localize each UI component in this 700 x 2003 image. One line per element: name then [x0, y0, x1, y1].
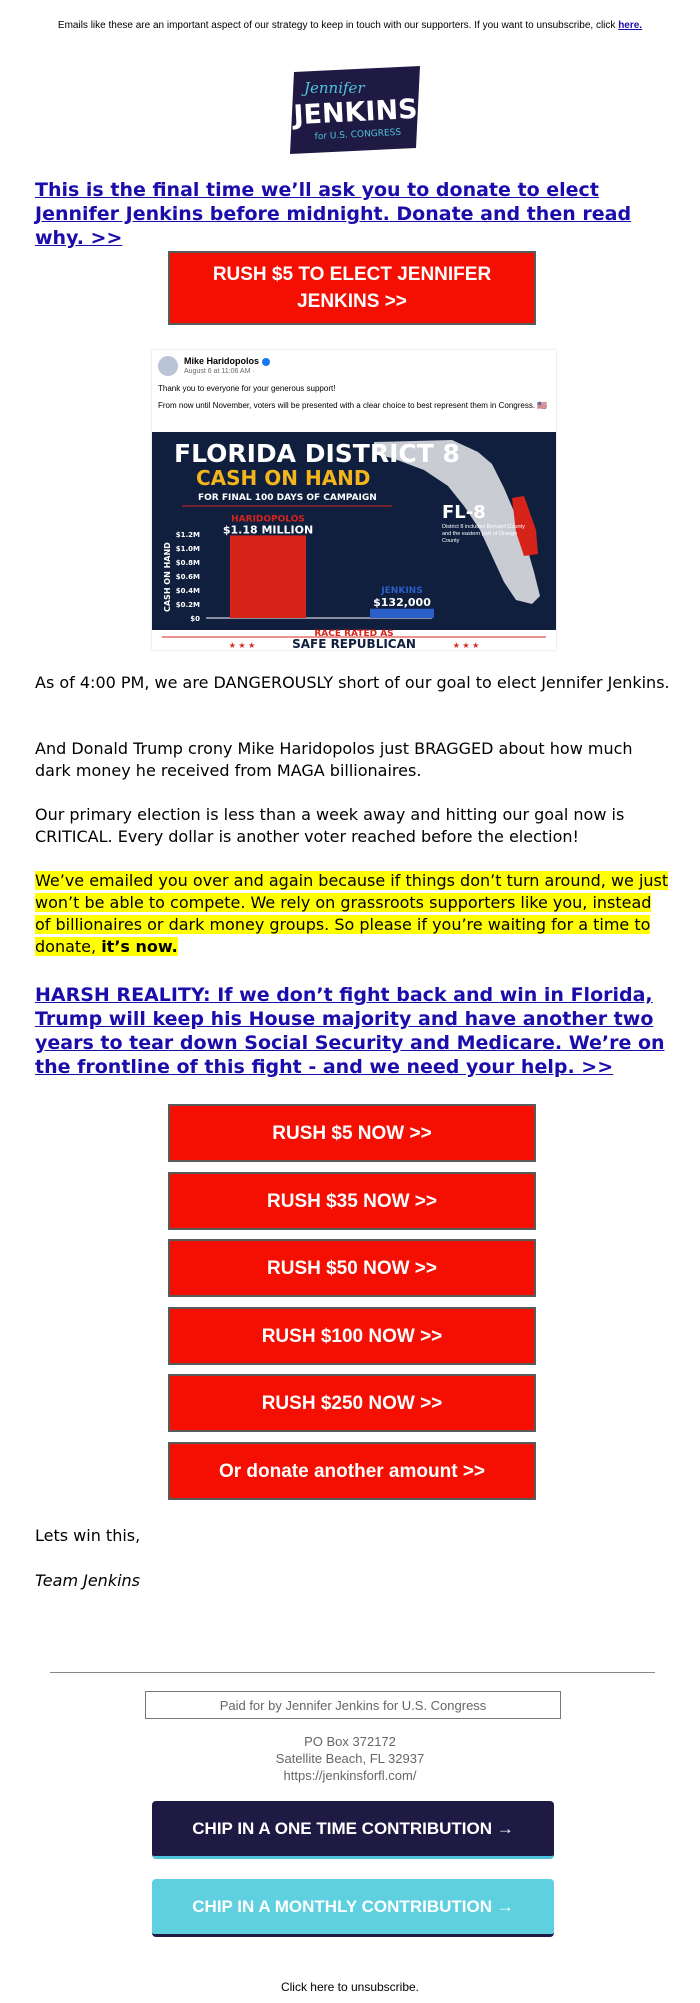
- chip-monthly-button[interactable]: CHIP IN A MONTHLY CONTRIBUTION →: [152, 1879, 554, 1937]
- city-state-zip: Satellite Beach, FL 32937: [275, 1751, 425, 1766]
- post-date: August 6 at 11:06 AM ·: [184, 368, 255, 375]
- rush-5-elect-button[interactable]: RUSH $5 TO ELECT JENNIFER JENKINS >>: [168, 251, 536, 325]
- graphic-subtitle: CASH ON HAND: [196, 466, 371, 490]
- jenkins-bar: [370, 609, 434, 618]
- paragraph-dark-money: And Donald Trump crony Mike Haridopolos just BRAGGED about how much dark money he received from MAGA billionaires.: [35, 739, 633, 780]
- y-tick-label: $0.2M: [175, 601, 200, 609]
- post-line2: From now until November, voters will be presented with a clear choice to best represent them in Congress. 🇺🇸: [158, 401, 548, 410]
- notice-text: Emails like these are an important aspect of our strategy to keep in touch with our supporters. If you want to unsubscribe, click: [57, 20, 619, 31]
- facebook-post-image: [152, 350, 556, 650]
- highlighted-bold-text: it’s now.: [101, 937, 178, 956]
- y-tick-label: $1.0M: [175, 545, 200, 553]
- chip-one-time-button[interactable]: CHIP IN A ONE TIME CONTRIBUTION →: [152, 1801, 554, 1859]
- stars-right: ★ ★ ★: [452, 641, 480, 650]
- logo-last-name: JENKINS: [292, 93, 419, 132]
- rush-5-button[interactable]: RUSH $5 NOW >>: [168, 1104, 536, 1162]
- signoff-line: Lets win this,: [35, 1526, 141, 1545]
- jenkins-bar-name: JENKINS: [381, 585, 423, 596]
- haridopolos-bar: [230, 535, 306, 618]
- logo-subtitle: for U.S. CONGRESS: [314, 127, 402, 143]
- y-tick-label: $0.8M: [175, 559, 200, 567]
- y-tick-label: $1.2M: [175, 531, 200, 539]
- rush-100-button[interactable]: RUSH $100 NOW >>: [168, 1307, 536, 1365]
- district-label: FL-8: [442, 502, 486, 523]
- verified-icon: [262, 358, 270, 366]
- district-note: District 8 includes Brevard County and the eastern part of Orange County: [442, 524, 525, 544]
- cash-on-hand-graphic: [152, 432, 556, 650]
- post-line1: Thank you to everyone for your generous support!: [158, 384, 336, 393]
- safe-republican-label: SAFE REPUBLICAN: [292, 637, 416, 650]
- rush-50-button[interactable]: RUSH $50 NOW >>: [168, 1239, 536, 1297]
- logo-first-name: Jennifer: [304, 79, 365, 97]
- paid-for-disclaimer: Paid for by Jennifer Jenkins for U.S. Congress: [145, 1691, 561, 1719]
- unsubscribe-link[interactable]: here.: [618, 20, 643, 31]
- campaign-logo: [288, 66, 424, 154]
- donate-other-amount-button[interactable]: Or donate another amount >>: [168, 1442, 536, 1500]
- po-box: PO Box 372172: [304, 1734, 396, 1749]
- paragraph-highlighted: [35, 870, 670, 958]
- race-rated-label: RACE RATED AS: [314, 629, 394, 639]
- rush-35-button[interactable]: RUSH $35 NOW >>: [168, 1172, 536, 1230]
- y-tick-label: $0.4M: [175, 587, 200, 595]
- footer-divider: [50, 1672, 655, 1673]
- unsubscribe-notice: [0, 20, 700, 31]
- jenkins-bar-value: $132,000: [373, 595, 431, 609]
- stars-left: ★ ★ ★: [228, 641, 256, 650]
- website-url: https://jenkinsforfl.com/: [283, 1768, 417, 1783]
- donate-headline-link[interactable]: This is the final time we’ll ask you to donate to elect Jennifer Jenkins before midnight. Donate and then read why. >>: [35, 179, 632, 249]
- graphic-caption: FOR FINAL 100 DAYS OF CAMPAIGN: [198, 493, 377, 503]
- rush-250-button[interactable]: RUSH $250 NOW >>: [168, 1374, 536, 1432]
- harsh-reality-link[interactable]: HARSH REALITY: If we don’t fight back and win in Florida, Trump will keep his House majority and have another two years to tear down Social Security and Medicare. We’re on the frontline of this fight - and we need your help. >>: [35, 984, 665, 1078]
- graphic-title: FLORIDA DISTRICT 8: [174, 439, 460, 468]
- paragraph-primary: Our primary election is less than a week away and hitting our goal now is CRITICAL. Every dollar is another voter reached before the election!: [35, 805, 625, 846]
- paragraph-short-of-goal: As of 4:00 PM, we are DANGEROUSLY short of our goal to elect Jennifer Jenkins.: [35, 673, 670, 692]
- unsubscribe-footer-link[interactable]: Click here to unsubscribe.: [280, 1980, 420, 1994]
- author-avatar: [158, 356, 178, 376]
- mailing-address: [0, 1733, 700, 1784]
- y-tick-label: $0: [190, 615, 200, 623]
- haridopolos-bar-name: HARIDOPOLOS: [231, 514, 305, 525]
- signoff-team: Team Jenkins: [35, 1571, 141, 1590]
- y-tick-label: $0.6M: [175, 573, 200, 581]
- highlighted-text: We’ve emailed you over and again because if things don’t turn around, we just won’t be able to compete. We rely on grassroots supporters like you, instead of billionaires or dark money groups. So please if you’re waiting for a time to donate,: [35, 871, 669, 956]
- post-author: Mike Haridopolos: [184, 356, 260, 366]
- y-axis-label: CASH ON HAND: [163, 542, 172, 612]
- haridopolos-bar-value: $1.18 MILLION: [222, 523, 314, 537]
